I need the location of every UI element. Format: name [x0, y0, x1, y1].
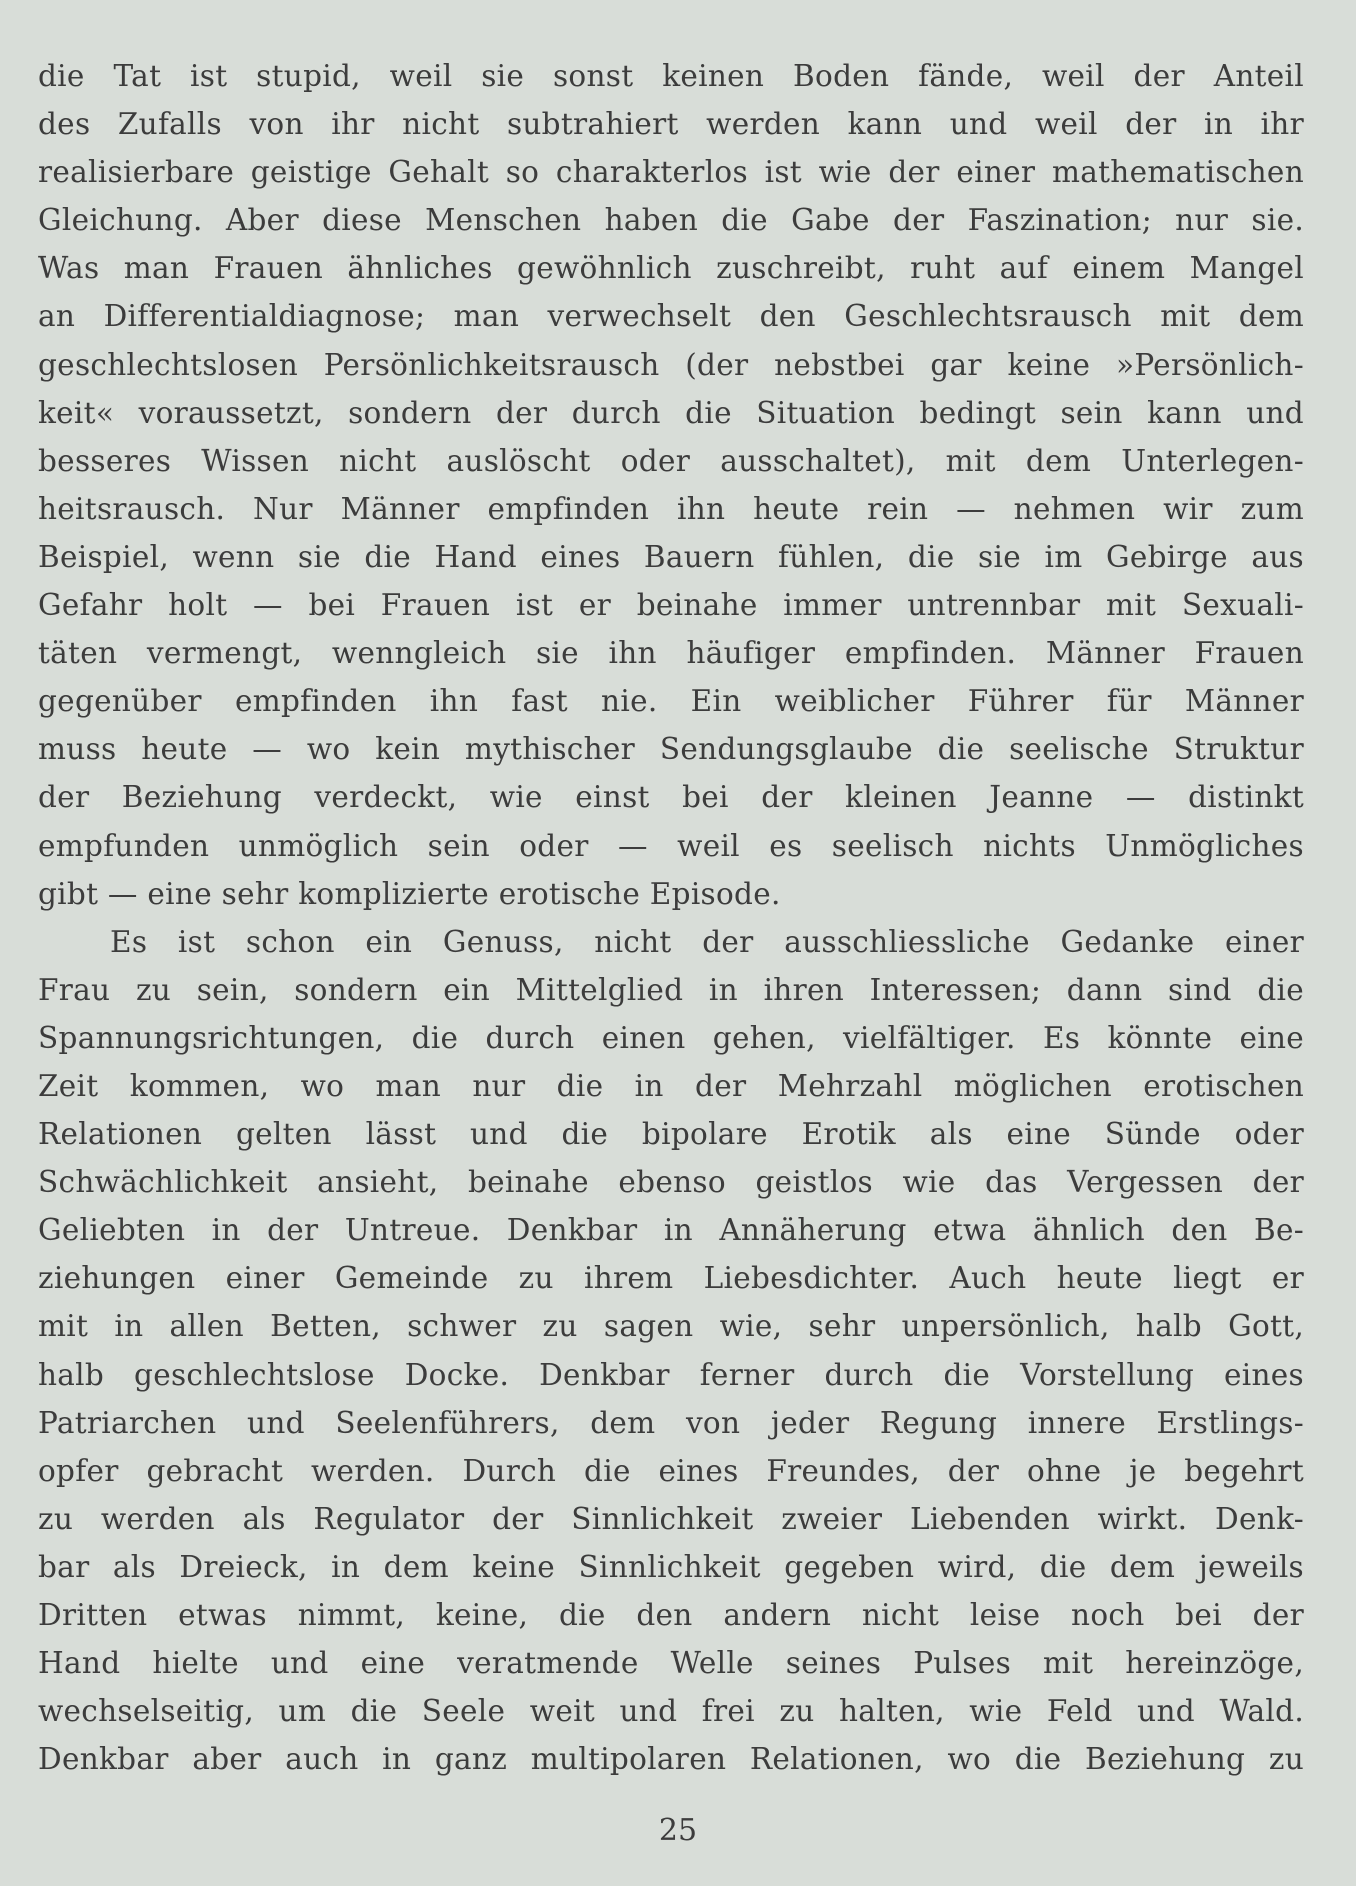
text-line: die Tat ist stupid, weil sie sonst keinen Boden fände, weil der Anteil	[38, 59, 1304, 93]
body-text	[38, 52, 1304, 1783]
text-line: ziehungen einer Gemeinde zu ihrem Liebesdichter. Auch heute liegt er	[38, 1261, 1304, 1296]
text-line: Gefahr holt — bei Frauen ist er beinahe immer untrennbar mit Sexuali-	[38, 588, 1304, 623]
text-line: zu werden als Regulator der Sinnlichkeit zweier Liebenden wirkt. Denk-	[38, 1501, 1304, 1536]
text-line: Beispiel, wenn sie die Hand eines Bauern fühlen, die sie im Gebirge aus	[38, 539, 1304, 574]
text-line: Geliebten in der Untreue. Denkbar in Annäherung etwa ähnlich den Be-	[38, 1213, 1304, 1248]
text-line: opfer gebracht werden. Durch die eines Freundes, der ohne je begehrt	[38, 1453, 1304, 1488]
text-line: der Beziehung verdeckt, wie einst bei der kleinen Jeanne — distinkt	[38, 780, 1304, 815]
text-line: Frau zu sein, sondern ein Mittelglied in ihren Interessen; dann sind die	[38, 972, 1304, 1007]
text-line: heitsrausch. Nur Männer empfinden ihn heute rein — nehmen wir zum	[38, 491, 1304, 526]
text-line: Dritten etwas nimmt, keine, die den andern nicht leise noch bei der	[38, 1598, 1304, 1632]
text-line: halb geschlechtslose Docke. Denkbar ferner durch die Vorstellung eines	[38, 1357, 1304, 1392]
text-line: an Differentialdiagnose; man verwechselt den Geschlechtsrausch mit dem	[38, 299, 1304, 334]
text-line: Zeit kommen, wo man nur die in der Mehrzahl möglichen erotischen	[38, 1068, 1304, 1103]
text-line: mit in allen Betten, schwer zu sagen wie, sehr unpersönlich, halb Gott,	[38, 1309, 1304, 1344]
text-line: muss heute — wo kein mythischer Sendungsglaube die seelische Struktur	[38, 732, 1304, 767]
text-line: Was man Frauen ähnliches gewöhnlich zuschreibt, ruht auf einem Mangel	[38, 251, 1304, 286]
text-line: realisierbare geistige Gehalt so charakterlos ist wie der einer mathematischen	[38, 155, 1304, 190]
text-line: Spannungsrichtungen, die durch einen gehen, vielfältiger. Es könnte eine	[38, 1020, 1304, 1055]
page-number: 25	[658, 1813, 698, 1848]
text-line: täten vermengt, wenngleich sie ihn häufiger empfinden. Männer Frauen	[38, 636, 1304, 671]
text-line: bar als Dreieck, in dem keine Sinnlichkeit gegeben wird, die dem jeweils	[38, 1549, 1304, 1584]
paragraph-end-line: gibt — eine sehr komplizierte erotische Episode.	[38, 876, 781, 911]
text-line: Patriarchen und Seelenführers, dem von jeder Regung innere Erstlings-	[38, 1405, 1304, 1440]
text-line: besseres Wissen nicht auslöscht oder ausschaltet), mit dem Unterlegen-	[38, 443, 1304, 478]
text-line: wechselseitig, um die Seele weit und frei zu halten, wie Feld und Wald.	[38, 1694, 1304, 1729]
text-line: Denkbar aber auch in ganz multipolaren Relationen, wo die Beziehung zu	[38, 1742, 1304, 1777]
text-line: keit« voraussetzt, sondern der durch die Situation bedingt sein kann und	[38, 395, 1304, 430]
text-line: Gleichung. Aber diese Menschen haben die Gabe der Faszination; nur sie.	[38, 203, 1304, 238]
text-line: Relationen gelten lässt und die bipolare Erotik als eine Sünde oder	[38, 1117, 1304, 1152]
text-line: empfunden unmöglich sein oder — weil es seelisch nichts Unmögliches	[38, 828, 1304, 863]
text-line: gegenüber empfinden ihn fast nie. Ein weiblicher Führer für Männer	[38, 684, 1304, 719]
text-line: Hand hielte und eine veratmende Welle seines Pulses mit hereinzöge,	[38, 1646, 1304, 1681]
text-line: Schwächlichkeit ansieht, beinahe ebenso geistlos wie das Vergessen der	[38, 1165, 1304, 1200]
paragraph-start-line: Es ist schon ein Genuss, nicht der ausschliessliche Gedanke einer	[110, 924, 1304, 959]
text-line: des Zufalls von ihr nicht subtrahiert werden kann und weil der in ihr	[38, 107, 1304, 142]
text-line: geschlechtslosen Persönlichkeitsrausch (der nebstbei gar keine »Persönlich-	[38, 347, 1304, 382]
